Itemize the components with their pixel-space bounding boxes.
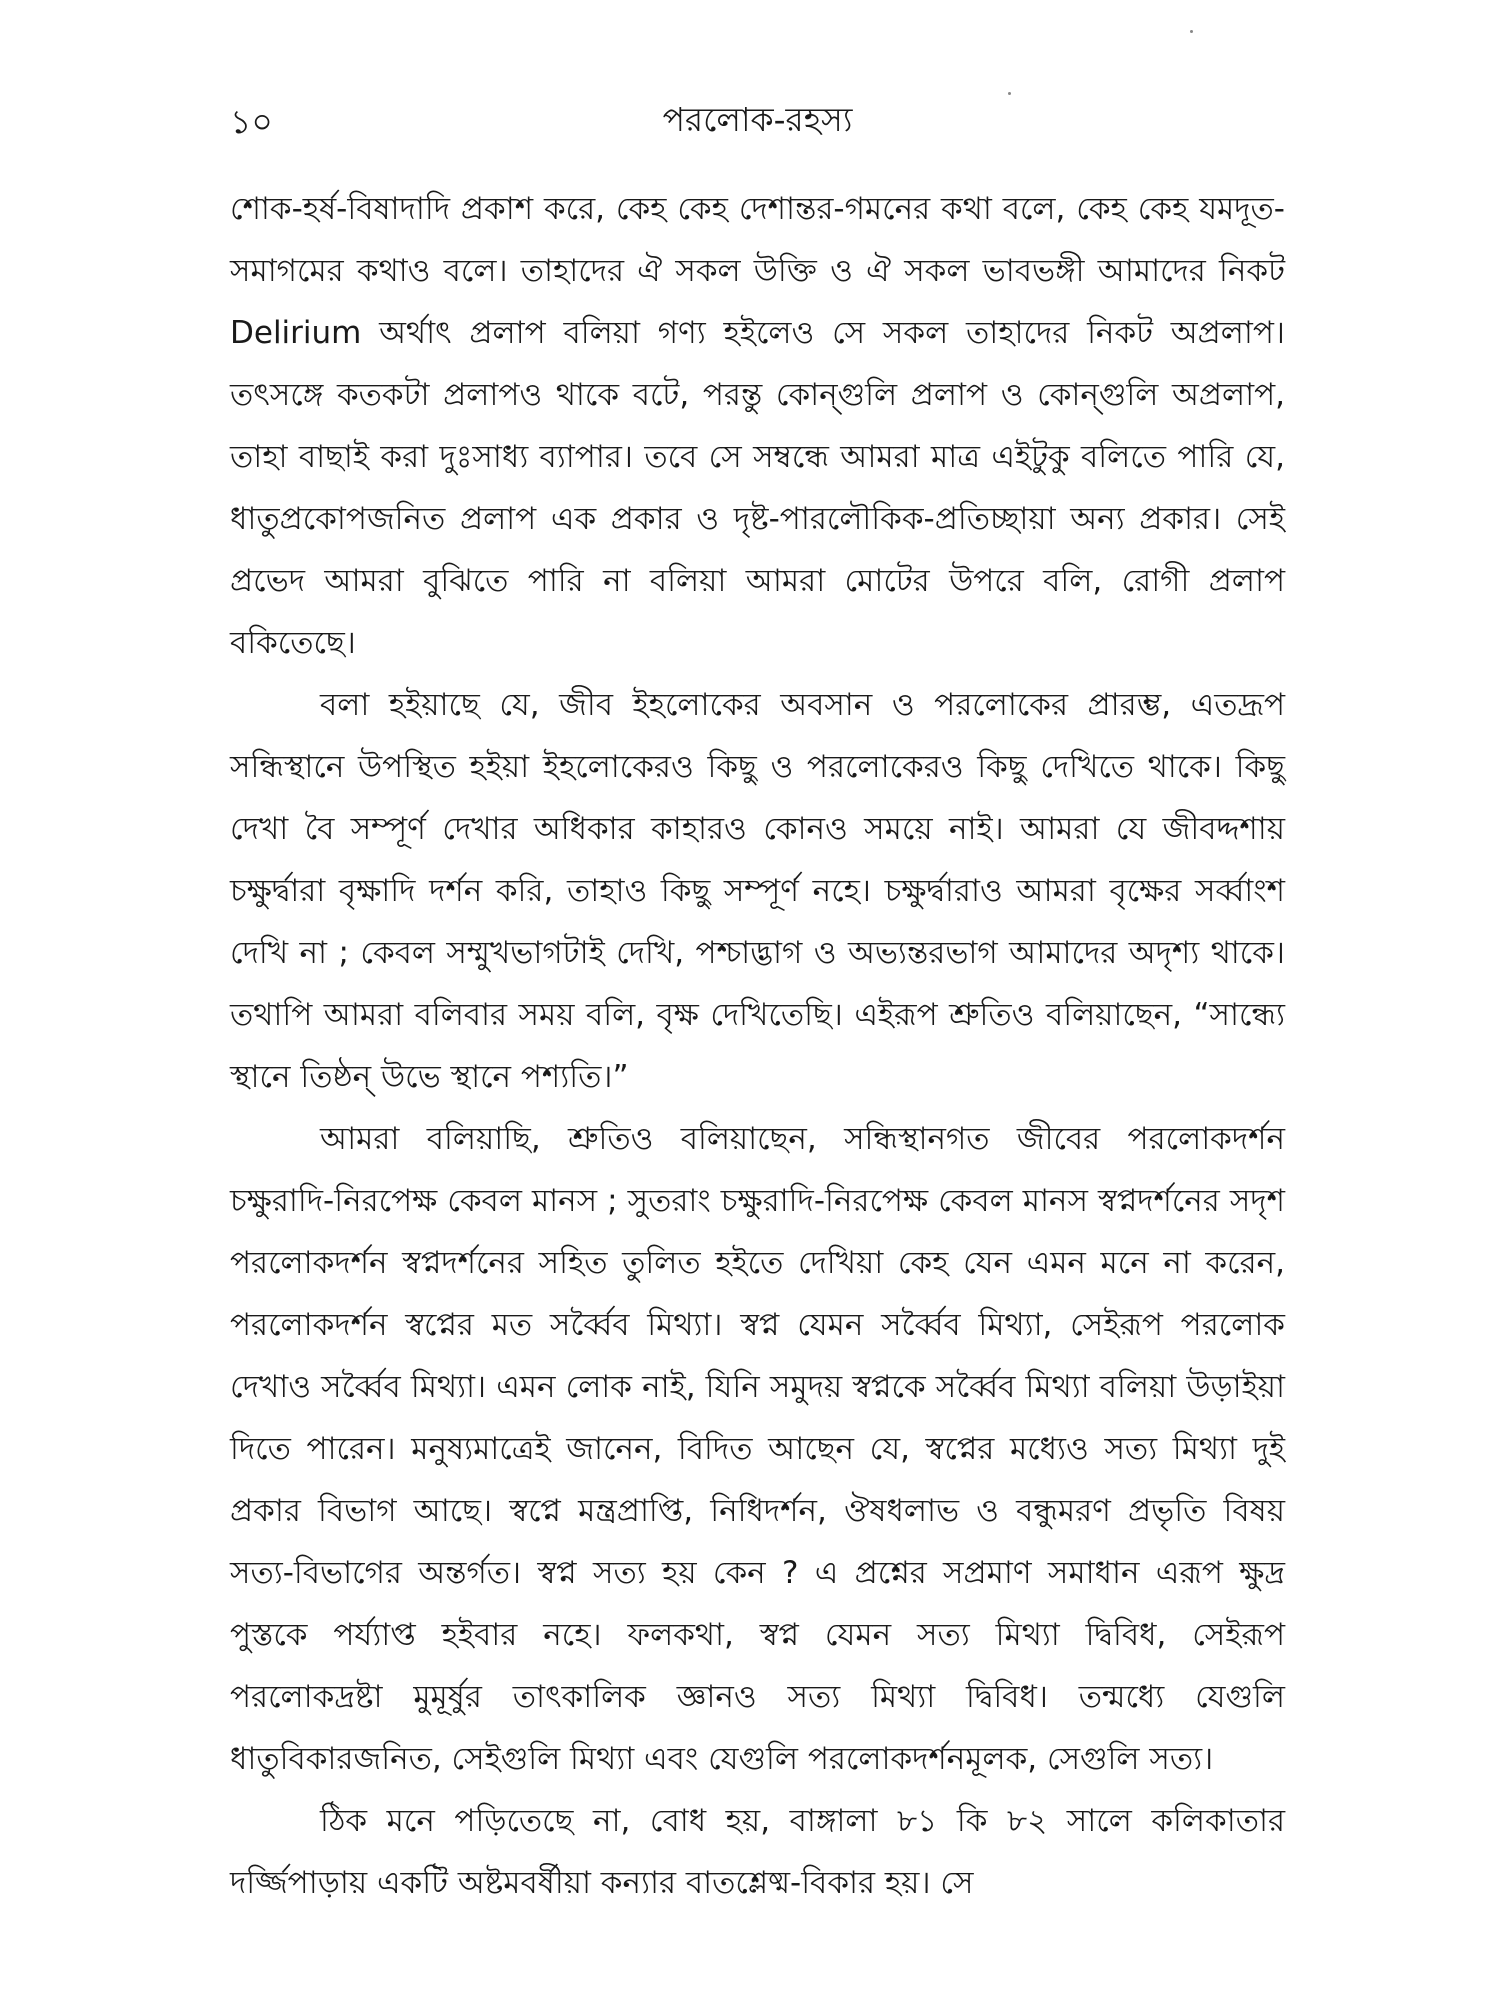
running-head [230, 90, 1285, 160]
paragraph: ঠিক মনে পড়িতেছে না, বোধ হয়, বাঙ্গালা ৮১ কি ৮২ সালে কলিকাতার দর্জ্জিপাড়ায় একটি অষ্টমবর্ষীয়া কন্যার বাতশ্লেষ্ম-বিকার হয়। সে [230, 1803, 1285, 1901]
paragraph: বলা হইয়াছে যে, জীব ইহলোকের অবসান ও পরলোকের প্রারম্ভ, এতদ্রূপ সন্ধিস্থানে উপস্থিত হইয়া ইহলোকেরও কিছু ও পরলোকেরও কিছু দেখিতে থাকে। কিছু দেখা বৈ সম্পূর্ণ দেখার অধিকার কাহারও কোনও সময়ে নাই। আমরা যে জীবদ্দশায় চক্ষুর্দ্বারা বৃক্ষাদি দর্শন করি, তাহাও কিছু সম্পূর্ণ নহে। চক্ষুর্দ্বারাও আমরা বৃক্ষের সর্ব্বাংশ দেখি না ; কেবল সম্মুখভাগটাই দেখি, পশ্চাদ্ভাগ ও অভ্যন্তরভাগ আমাদের অদৃশ্য থাকে। তথাপি আমরা বলিবার সময় বলি, বৃক্ষ দেখিতেছি। এইরূপ শ্রুতিও বলিয়াছেন, “সান্ধ্যে স্থানে তিষ্ঠন্‌ উভে স্থানে পশ্যতি।” [230, 687, 1285, 1095]
book-page [230, 90, 1285, 1950]
paragraph: আমরা বলিয়াছি, শ্রুতিও বলিয়াছেন, সন্ধিস্থানগত জীবের পরলোকদর্শন চক্ষুরাদি-নিরপেক্ষ কেবল মানস ; সুতরাং চক্ষুরাদি-নিরপেক্ষ কেবল মানস স্বপ্নদর্শনের সদৃশ পরলোকদর্শন স্বপ্নদর্শনের সহিত তুলিত হইতে দেখিয়া কেহ যেন এমন মনে না করেন, পরলোকদর্শন স্বপ্নের মত সর্ব্বৈব মিথ্যা। স্বপ্ন যেমন সর্ব্বৈব মিথ্যা, সেইরূপ পরলোক দেখাও সর্ব্বৈব মিথ্যা। এমন লোক নাই, যিনি সমুদয় স্বপ্নকে সর্ব্বৈব মিথ্যা বলিয়া উড়াইয়া দিতে পারেন। মনুষ্যমাত্রেই জানেন, বিদিত আছেন যে, স্বপ্নের মধ্যেও সত্য মিথ্যা দুই প্রকার বিভাগ আছে। স্বপ্নে মন্ত্রপ্রাপ্তি, নিধিদর্শন, ঔষধলাভ ও বন্ধুমরণ প্রভৃতি বিষয় সত্য-বিভাগের অন্তর্গত। স্বপ্ন সত্য হয় কেন ? এ প্রশ্নের সপ্রমাণ সমাধান এরূপ ক্ষুদ্র পুস্তকে পর্য্যাপ্ত হইবার নহে। ফলকথা, স্বপ্ন যেমন সত্য মিথ্যা দ্বিবিধ, সেইরূপ পরলোকদ্রষ্টা মুমূর্ষুর তাৎকালিক জ্ঞানও সত্য মিথ্যা দ্বিবিধ। তন্মধ্যে যেগুলি ধাতুবিকারজনিত, সেইগুলি মিথ্যা এবং যেগুলি পরলোকদর্শনমূলক, সেগুলি সত্য। [230, 1121, 1285, 1777]
body-text [230, 178, 1285, 1914]
paragraph: শোক-হর্ষ-বিষাদাদি প্রকাশ করে, কেহ কেহ দেশান্তর-গমনের কথা বলে, কেহ কেহ যমদূত-সমাগমের কথাও বলে। তাহাদের ঐ সকল উক্তি ও ঐ সকল ভাবভঙ্গী আমাদের নিকট Delirium অর্থাৎ প্রলাপ বলিয়া গণ্য হইলেও সে সকল তাহাদের নিকট অপ্রলাপ। তৎসঙ্গে কতকটা প্রলাপও থাকে বটে, পরন্তু কোন্‌গুলি প্রলাপ ও কোন্‌গুলি অপ্রলাপ, তাহা বাছাই করা দুঃসাধ্য ব্যাপার। তবে সে সম্বন্ধে আমরা মাত্র এইটুকু বলিতে পারি যে, ধাতুপ্রকোপজনিত প্রলাপ এক প্রকার ও দৃষ্ট-পারলৌকিক-প্রতিচ্ছায়া অন্য প্রকার। সেই প্রভেদ আমরা বুঝিতে পারি না বলিয়া আমরা মোটের উপরে বলি, রোগী প্রলাপ বকিতেছে। [230, 191, 1285, 661]
scan-speck [1008, 92, 1011, 95]
running-title: পরলোক-রহস্য [662, 100, 853, 139]
page-number: ১০ [230, 102, 273, 141]
scan-speck [1190, 30, 1193, 33]
